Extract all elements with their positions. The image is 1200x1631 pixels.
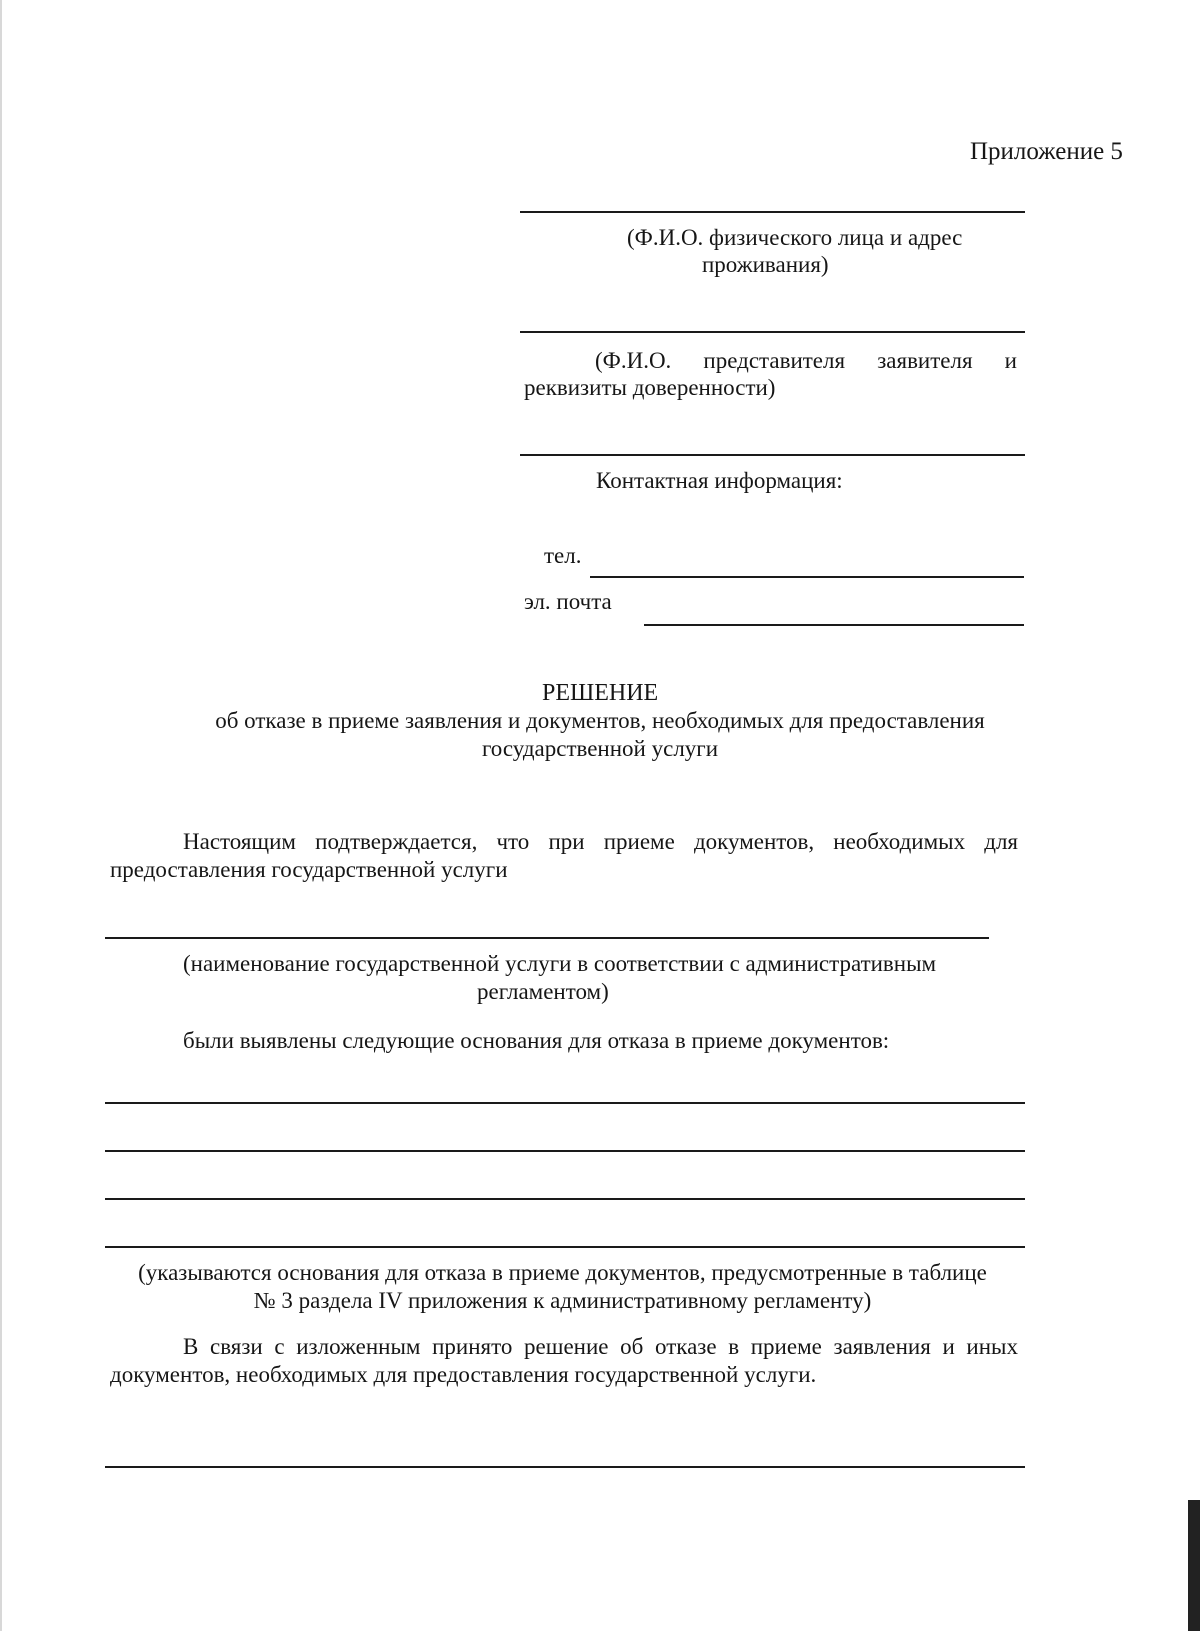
email-label: эл. почта bbox=[524, 589, 612, 614]
para1-line1: Настоящим подтверждается, что при приеме документов, необходимых для bbox=[183, 829, 1018, 854]
phone-line bbox=[590, 576, 1024, 578]
grounds-intro: были выявлены следующие основания для отказа в приеме документов: bbox=[183, 1028, 890, 1053]
conclusion-line1: В связи с изложенным принято решение об отказе в приеме заявления и иных bbox=[183, 1334, 1018, 1359]
signature-line bbox=[105, 1466, 1025, 1468]
grounds-caption-line1: (указываются основания для отказа в приеме документов, предусмотренные в таблице bbox=[138, 1260, 987, 1285]
grounds-caption-line2: № 3 раздела IV приложения к административному регламенту) bbox=[253, 1288, 872, 1313]
scan-edge bbox=[0, 0, 2, 1631]
scan-edge-shadow bbox=[1188, 1500, 1200, 1631]
contact-top-line bbox=[520, 454, 1025, 456]
para1-line2: предоставления государственной услуги bbox=[110, 857, 508, 882]
fio-address-line bbox=[520, 211, 1025, 213]
representative-caption-line1: (Ф.И.О. представителя заявителя и bbox=[595, 348, 1017, 373]
fio-address-caption-line1: (Ф.И.О. физического лица и адрес bbox=[627, 225, 963, 250]
decision-subtitle-line1: об отказе в приеме заявления и документов, необходимых для предоставления bbox=[215, 708, 985, 733]
service-caption-line2: регламентом) bbox=[477, 979, 609, 1004]
representative-caption-line2: реквизиты доверенности) bbox=[524, 375, 776, 400]
service-name-line bbox=[105, 937, 989, 939]
phone-label: тел. bbox=[544, 543, 582, 568]
contact-heading: Контактная информация: bbox=[596, 468, 843, 493]
representative-line bbox=[520, 331, 1025, 333]
decision-subtitle-line2: государственной услуги bbox=[481, 736, 719, 761]
fio-address-caption-line2: проживания) bbox=[702, 252, 829, 277]
conclusion-line2: документов, необходимых для предоставления государственной услуги. bbox=[110, 1362, 817, 1387]
grounds-line-1 bbox=[105, 1102, 1025, 1104]
grounds-line-3 bbox=[105, 1198, 1025, 1200]
grounds-line-4 bbox=[105, 1246, 1025, 1248]
decision-title: РЕШЕНИЕ bbox=[542, 680, 659, 706]
email-line bbox=[644, 624, 1024, 626]
service-caption-line1: (наименование государственной услуги в соответствии с административным bbox=[183, 951, 937, 976]
appendix-label: Приложение 5 bbox=[970, 138, 1123, 165]
grounds-line-2 bbox=[105, 1150, 1025, 1152]
